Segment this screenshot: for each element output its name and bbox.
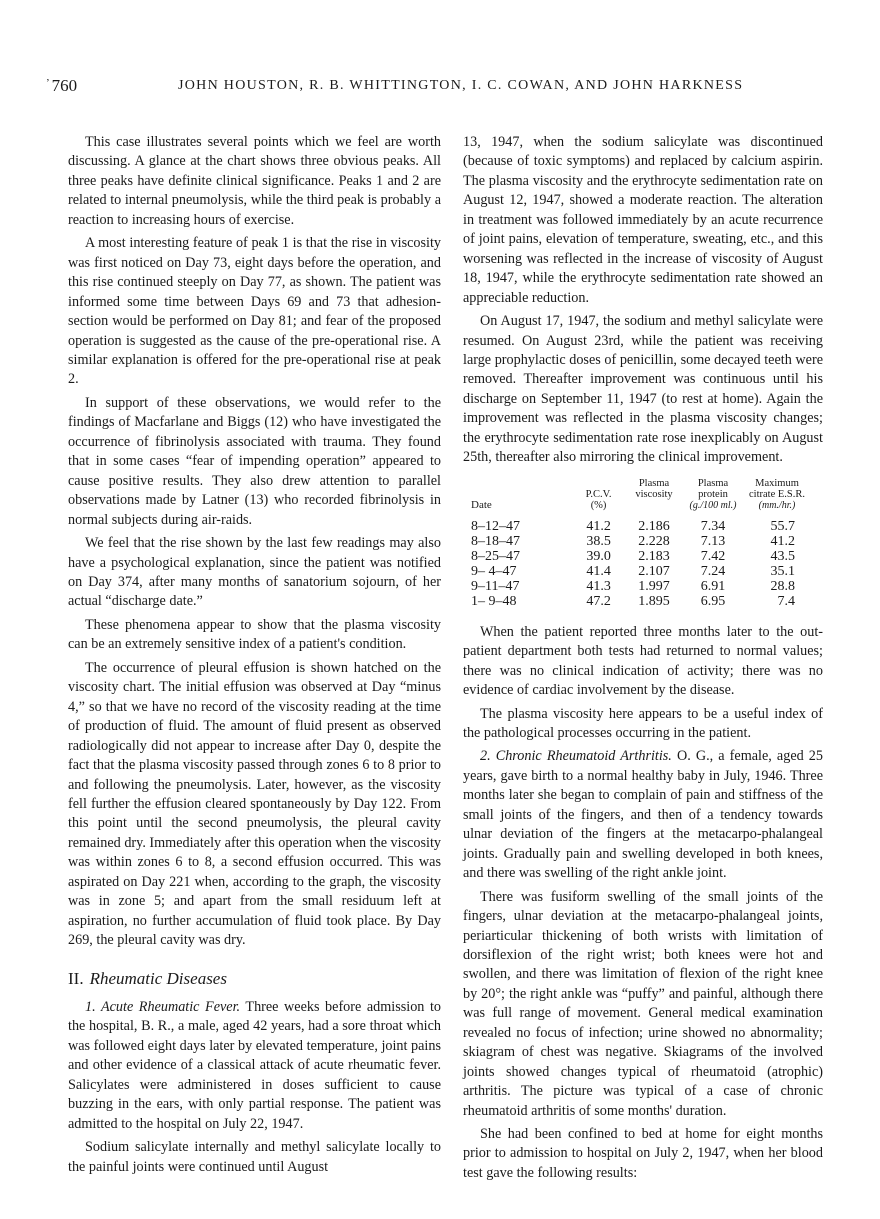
subsection-title: 2. Chronic Rheumatoid Arthritis.	[480, 748, 672, 765]
paragraph: There was fusiform swelling of the small joints of the fingers, ulnar deviation at the metacarpo-phalangeal joints, periarticular thickening of both wrists with limitation of dorsiflexion of the right wrist; both knees were hot and swollen, and there was limitation of flexion of the right knee by 20°; the right ankle was “puffy” and painful, although there was full range of movement. General medical examination revealed no focus of infection; urine showed no abnormality; skiagram of chest was negative. Skiagrams of the involved joints showed changes typical of rheumatoid (atrophic) arthritis. The picture was typical of a case of chronic rheumatoid arthritis of some months' duration.	[463, 888, 823, 1119]
table-cell: 28.8	[770, 578, 795, 594]
left-column	[68, 133, 441, 1181]
paragraph: A most interesting feature of peak 1 is that the rise in viscosity was first noticed on Day 73, eight days before the operation, and this rise continued steeply on Day 77, as shown. The patient was informed some time between Days 69 and 73 that adhesion-section would be performed on Day 81; and fear of the proposed operation is suggested as the cause of the pre-operational rise. A similar explanation is offered for the pre-operational rise at peak 2.	[68, 235, 441, 388]
table-cell: 41.4	[586, 563, 611, 579]
table-row	[469, 549, 809, 564]
table-row	[469, 594, 809, 609]
table-cell: 7.42	[700, 548, 726, 564]
page-number: ’ 760	[46, 76, 77, 96]
column-header: Date	[471, 498, 492, 511]
table-cell: 7.34	[700, 518, 726, 534]
table-cell: 39.0	[586, 548, 611, 564]
table-row	[469, 564, 809, 579]
paragraph: Sodium salicylate internally and methyl salicylate locally to the painful joints were continued until August	[68, 1139, 441, 1175]
table-cell: 2.107	[638, 563, 670, 579]
table-cell: 38.5	[586, 533, 611, 549]
table-cell: 9– 4–47	[471, 563, 517, 579]
paragraph-text: O. G., a female, aged 25 years, gave birth to a normal healthy baby in July, 1946. Three months later she began to complain of pain and stiffness of the small joints of the fingers, and then of a tendency towards ulnar deviation of the fingers at the metacarpo-phalangeal joints. Gradually pain and swelling developed in both knees, and there was swelling of the right ankle joint.	[463, 748, 823, 882]
paragraph: When the patient reported three months later to the out-patient department both tests had returned to normal values; there was no clinical indication of activity; there was no evidence of cardiac involvement by the disease.	[463, 623, 823, 699]
section-title: Rheumatic Diseases	[89, 968, 227, 988]
paragraph: The occurrence of pleural effusion is shown hatched on the viscosity chart. The initial effusion was observed at Day “minus 4,” so that we have no record of the viscosity reading at the time of production of fluid. The amount of fluid present as observed radiologically did not appear to increase after Day 0, despite the fact that the plasma viscosity passed through zones 6 to 8 prior to and following the pneumolysis. Later, however, as the viscosity fell further the effusion cleared spontaneously by Day 122. From this point until the second pneumolysis, the pleural cavity remained dry. Immediately after this operation when the viscosity was within zones 6 to 8, a second effusion occurred. This was aspirated on Day 221 when, according to the graph, the viscosity was in zone 5; and apart from the small residuum left at aspiration, no further accumulation of fluid took place. By Day 269, the pleural cavity was dry.	[68, 659, 441, 949]
section-number: II.	[68, 968, 84, 988]
table-cell: 8–25–47	[471, 548, 520, 564]
table-cell: 43.5	[770, 548, 795, 564]
column-header: Maximum citrate E.S.R. (mm./hr.)	[749, 477, 805, 511]
table-cell: 1– 9–48	[471, 593, 517, 609]
table-row	[469, 534, 809, 549]
paragraph-text: Three weeks before admission to the hospital, B. R., a male, aged 42 years, had a sore throat which was followed eight days later by elevated temperature, joint pains and other evidence of a classical attack of acute rheumatic fever. Salicylates were administered in doses sufficient to cause buzzing in the ears, with only partial response. The patient was admitted to the hospital on July 22, 1947.	[68, 999, 441, 1132]
table-row	[469, 519, 809, 534]
paragraph: We feel that the rise shown by the last few readings may also have a psychological explanation, since the patient was notified on Day 374, after many months of sanatorium sojourn, of her actual “discharge date.”	[68, 535, 441, 610]
table-cell: 8–18–47	[471, 533, 520, 549]
paragraph	[463, 747, 823, 883]
paragraph: The plasma viscosity here appears to be a useful index of the pathological processes occurring in the patient.	[463, 705, 823, 741]
column-header: Plasma viscosity	[635, 477, 673, 500]
table-cell: 1.997	[638, 578, 670, 594]
running-title: JOHN HOUSTON, R. B. WHITTINGTON, I. C. COWAN, AND JOHN HARKNESS	[178, 78, 744, 93]
table-cell: 8–12–47	[471, 518, 520, 534]
table-cell: 7.13	[700, 533, 726, 549]
table-cell: 9–11–47	[471, 578, 520, 594]
table-cell: 41.3	[586, 578, 611, 594]
table-cell: 2.186	[638, 518, 670, 534]
table-cell: 7.24	[700, 563, 726, 579]
table-cell: 41.2	[586, 518, 611, 534]
table-cell: 6.95	[700, 593, 726, 609]
paragraph: This case illustrates several points which we feel are worth discussing. A glance at the chart shows three obvious peaks. All three peaks have definite clinical significance. Peaks 1 and 2 are related to internal pneumolysis, while the third peak is probably a reaction to increasing hours of exercise.	[68, 134, 441, 228]
table-cell: 1.895	[638, 593, 670, 609]
subsection-title: 1. Acute Rheumatic Fever.	[85, 999, 241, 1016]
paragraph	[68, 998, 441, 1134]
right-column	[463, 133, 823, 1187]
paragraph: 13, 1947, when the sodium salicylate was discontinued (because of toxic symptoms) and replaced by calcium aspirin. The plasma viscosity and the erythrocyte sedimentation rate on August 12, 1947, showed a moderate reaction. The alteration in treatment was followed immediately by an acute recurrence of joint pains, elevation of temperature, sweating, etc., and this worsening was reflected in the increase of viscosity of August 18, 1947, while the erythrocyte sedimentation rate showed an appreciable reduction.	[463, 134, 823, 306]
table-row	[469, 579, 809, 594]
table-cell: 2.228	[638, 533, 670, 549]
table-cell: 7.4	[777, 593, 795, 609]
table-cell: 47.2	[586, 593, 611, 609]
table-cell: 35.1	[770, 563, 795, 579]
table-cell: 2.183	[638, 548, 670, 564]
column-header: Plasma protein (g./100 ml.)	[689, 477, 737, 511]
paragraph: In support of these observations, we would refer to the findings of Macfarlane and Biggs (12) who have investigated the occurrence of fibrinolysis associated with trauma. They found that in some cases “fear of impending operation” appeared to cause positive results. They also drew attention to parallel observations made by Latner (13) who recorded fibrinolysis in normal subjects during air-raids.	[68, 394, 441, 528]
paragraph: These phenomena appear to show that the plasma viscosity can be an extremely sensitive index of a patient's condition.	[68, 616, 441, 653]
table-cell: 41.2	[770, 533, 795, 549]
blood-results-table	[469, 478, 809, 609]
section-heading	[68, 969, 441, 988]
paragraph: She had been confined to bed at home for eight months prior to admission to hospital on July 2, 1947, when her blood test gave the following results:	[463, 1126, 823, 1181]
column-header: P.C.V. (%)	[585, 488, 612, 511]
paragraph: On August 17, 1947, the sodium and methyl salicylate were resumed. On August 23rd, while the patient was receiving large prophylactic doses of penicillin, some decayed teeth were removed. Thereafter improvement was continuous until his discharge on September 11, 1947 (to rest at home). Again the improvement was reflected in the plasma viscosity changes; the erythrocyte sedimentation rate rose inexplicably on August 25th, thereafter also mirroring the clinical improvement.	[463, 313, 823, 466]
table-cell: 55.7	[770, 518, 795, 534]
table-cell: 6.91	[700, 578, 726, 594]
